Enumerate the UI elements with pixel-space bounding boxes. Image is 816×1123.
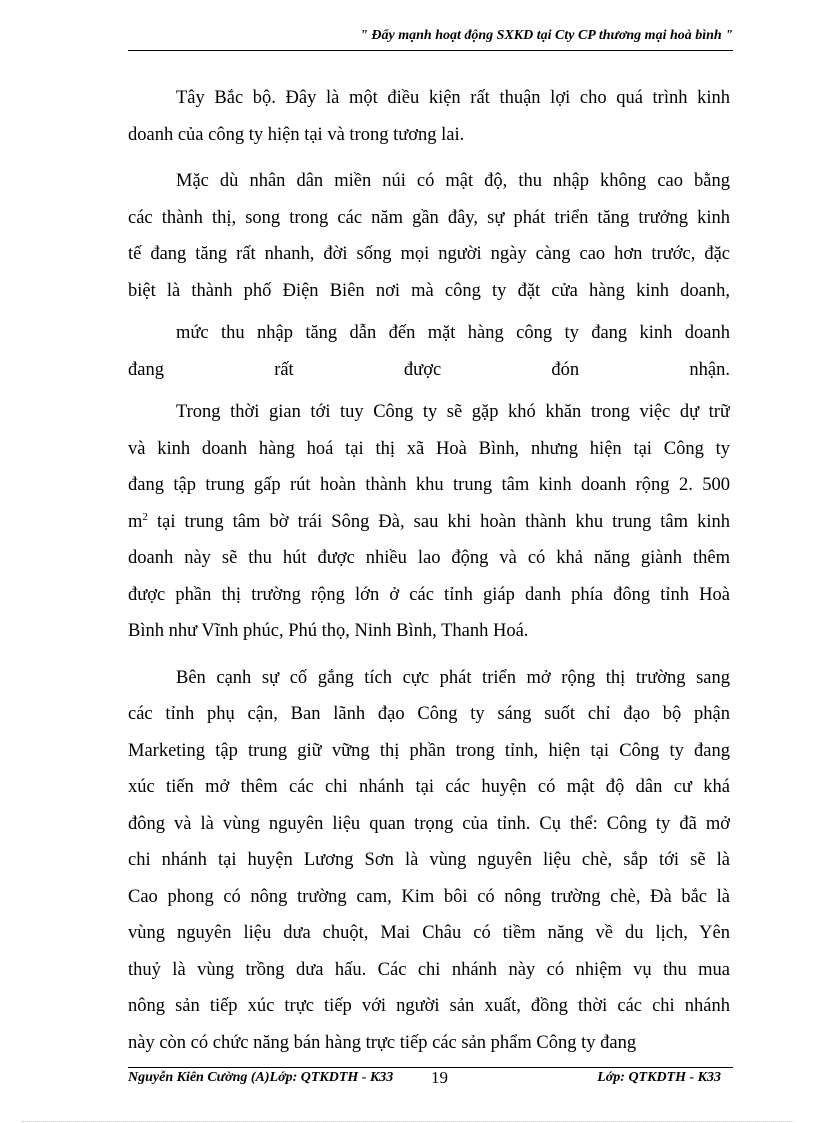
text-line: Bình như Vĩnh phúc, Phú thọ, Ninh Bình, Thanh Hoá. (128, 621, 529, 641)
text-line: xúc tiến mở thêm các chi nhánh tại các huyện có mật độ dân cư khá (128, 777, 730, 797)
text-line: biệt là thành phố Điện Biên nơi mà công ty đặt cửa hàng kinh doanh, (128, 280, 730, 301)
page-footer (128, 1070, 733, 1090)
text-line: Marketing tập trung giữ vững thị phần trong tỉnh, hiện tại Công ty đang (128, 740, 730, 761)
text-line: và kinh doanh hàng hoá tại thị xã Hoà Bình, nhưng hiện tại Công ty (128, 438, 730, 459)
text-line: Bên cạnh sự cố gắng tích cực phát triển mở rộng thị trường sang (176, 667, 730, 688)
text-line: Mặc dù nhân dân miền núi có mật độ, thu nhập không cao bằng (176, 171, 730, 191)
paragraph-4 (128, 394, 730, 650)
line-text: tại trung tâm bờ trái Sông Đà, sau khi hoàn thành khu trung tâm kinh (147, 511, 730, 532)
document-body (128, 80, 730, 1061)
footer-author: Nguyễn Kiên Cường (A)Lớp: QTKDTH - K33 (128, 1070, 394, 1085)
text-line: được phần thị trường rộng lớn ở các tỉnh giáp danh phía đông tỉnh Hoà (128, 584, 730, 605)
text-line: này còn có chức năng bán hàng trực tiếp các sản phẩm Công ty đang (128, 1032, 637, 1053)
text-line: đang tập trung gấp rút hoàn thành khu trung tâm kinh doanh rộng 2. 500 (128, 475, 730, 495)
paragraph-2 (128, 163, 730, 309)
text-line: doanh của công ty hiện tại và trong tương lai. (128, 124, 465, 145)
text-line: mức thu nhập tăng dẫn đến mặt hàng công ty đang kinh doanh (176, 323, 730, 343)
text-line: các tỉnh phụ cận, Ban lãnh đạo Công ty sáng suốt chỉ đạo bộ phận (128, 704, 730, 724)
running-header: " Đẩy mạnh hoạt động SXKD tại Cty CP thương mại hoà bình " (360, 28, 733, 43)
superscript-2: 2 (142, 510, 148, 523)
header-rule (128, 50, 733, 51)
text-line: các thành thị, song trong các năm gần đây, sự phát triển tăng trưởng kinh (128, 207, 730, 228)
text-line: Trong thời gian tới tuy Công ty sẽ gặp khó khăn trong việc dự trữ (176, 402, 730, 422)
text-line: đông và là vùng nguyên liệu quan trọng của tỉnh. Cụ thể: Công ty đã mở (128, 813, 730, 834)
text-line: thuỷ là vùng trồng dưa hấu. Các chi nhánh này có nhiệm vụ thu mua (128, 959, 730, 980)
text-line: vùng nguyên liệu dưa chuột, Mai Châu có tiềm năng về du lịch, Yên (128, 923, 730, 943)
text-line: Cao phong có nông trường cam, Kim bôi có nông trường chè, Đà bắc là (128, 886, 730, 907)
text-line: nông sản tiếp xúc trực tiếp với người sản xuất, đồng thời các chi nhánh (128, 996, 730, 1016)
text-line: chi nhánh tại huyện Lương Sơn là vùng nguyên liệu chè, sắp tới sẽ là (128, 850, 730, 870)
page-number: 19 (431, 1068, 448, 1087)
unit-m: m (128, 511, 143, 532)
paragraph-5 (128, 660, 730, 1062)
paragraph-3 (128, 315, 730, 388)
text-line: đang rất được đón nhận. (128, 359, 730, 380)
paragraph-1 (128, 80, 730, 153)
text-line (128, 504, 730, 541)
text-line: Tây Bắc bộ. Đây là một điều kiện rất thuận lợi cho quá trình kinh (176, 88, 730, 108)
page-bottom-border (22, 1121, 794, 1122)
text-line: doanh này sẽ thu hút được nhiều lao động và có khả năng giành thêm (128, 548, 730, 568)
footer-class: Lớp: QTKDTH - K33 (597, 1070, 721, 1085)
text-line: tế đang tăng rất nhanh, đời sống mọi người ngày càng cao hơn trước, đặc (128, 244, 730, 264)
